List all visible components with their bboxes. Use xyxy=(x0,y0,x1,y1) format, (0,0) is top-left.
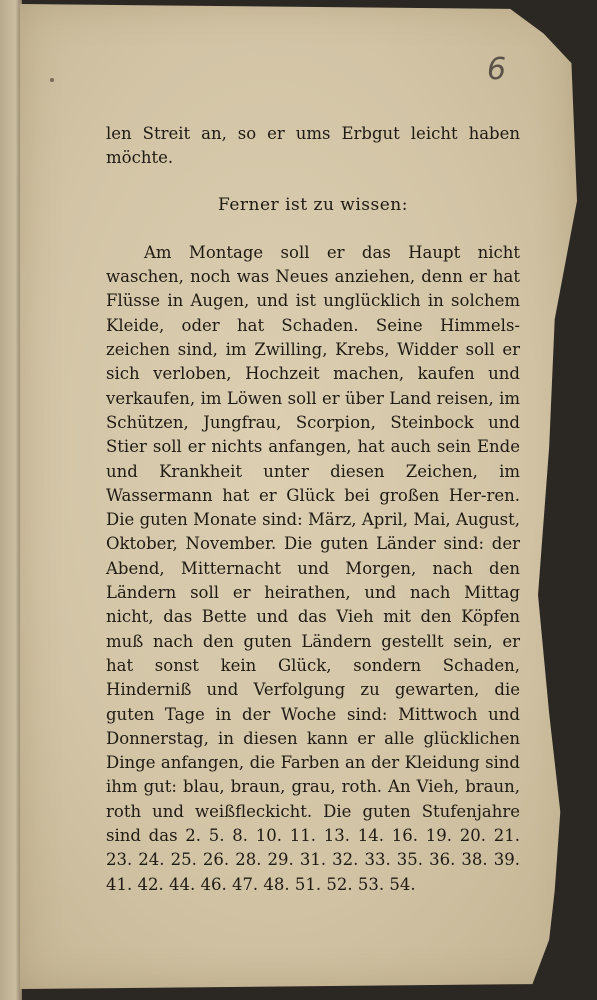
paper-spot xyxy=(50,78,54,82)
continued-paragraph: len Streit an, so er ums Erbgut leicht haben möchte. xyxy=(106,124,520,168)
page-text xyxy=(106,122,520,897)
facing-page-edge xyxy=(0,0,22,1000)
main-paragraph: Am Montage soll er das Haupt nicht waschen, noch was Neues anziehen, denn er hat Flüsse in Augen, und ist unglücklich in solchem Kleide, oder hat Schaden. Seine Himmels-zeichen sind, im Zwilling, Krebs, Widder soll er sich verloben, Hochzeit machen, kaufen und verkaufen, im Löwen soll er über Land reisen, im Schützen, Jungfrau, Scorpion, Steinbock und Stier soll er nichts anfangen, hat auch sein Ende und Krankheit unter diesen Zeichen, im Wassermann hat er Glück bei großen Her-ren. Die guten Monate sind: März, April, Mai, August, Oktober, November. Die guten Länder sind: der Abend, Mitternacht und Morgen, nach den Ländern soll er heirathen, und nach Mittag nicht, das Bette und das Vieh mit den Köpfen muß nach den guten Ländern gestellt sein, er hat sonst kein Glück, sondern Schaden, Hinderniß und Verfolgung zu gewarten, die guten Tage in der Woche sind: Mittwoch und Donnerstag, in diesen kann er alle glücklichen Dinge anfangen, die Farben an der Kleidung sind ihm gut: blau, braun, grau, roth. An Vieh, braun, roth und weißfleckicht. Die guten Stufenjahre sind das 2. 5. 8. 10. 11. 13. 14. 16. 19. 20. 21. 23. 24. 25. 26. 28. 29. 31. 32. 33. 35. 36. 38. 39. 41. 42. 44. 46. 47. 48. 51. 52. 53. 54. xyxy=(106,242,520,894)
page-number: 6 xyxy=(487,52,507,87)
section-heading: Ferner ist zu wissen: xyxy=(218,194,408,215)
